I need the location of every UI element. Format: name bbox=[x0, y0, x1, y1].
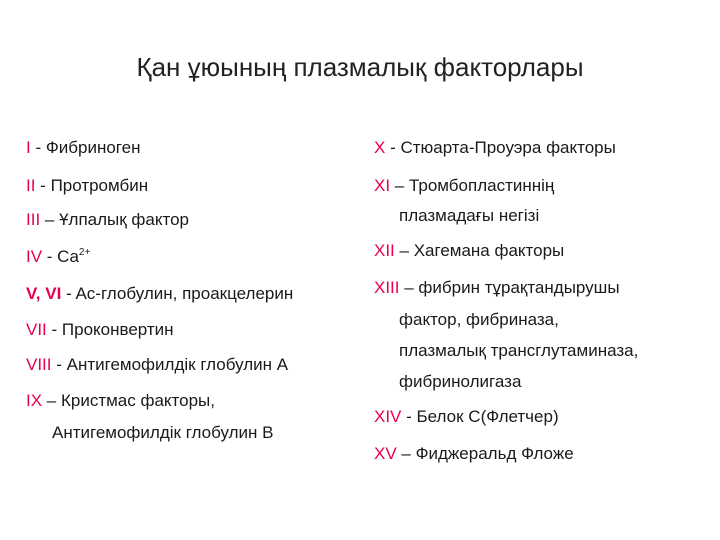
factor-numeral: XII bbox=[374, 241, 395, 260]
factor-row-i bbox=[26, 138, 140, 158]
factor-row-ii bbox=[26, 176, 148, 196]
factor-separator: – bbox=[40, 210, 60, 229]
factor-separator: – bbox=[42, 391, 61, 410]
factor-name-continued: Антигемофилдік глобулин B bbox=[52, 423, 274, 442]
factor-name: Ұлпалық фактор bbox=[59, 210, 189, 229]
factor-separator: - bbox=[46, 320, 62, 339]
factor-numeral: IX bbox=[26, 391, 43, 410]
factor-separator: – bbox=[399, 278, 419, 297]
factor-name: Антигемофилдік глобулин A bbox=[66, 355, 289, 374]
factor-row-xiii-continued-3 bbox=[399, 372, 521, 392]
factor-numeral: XIV bbox=[374, 407, 402, 426]
factor-name: Фиджеральд Фложе bbox=[415, 444, 574, 463]
factor-row-xiii-continued-2 bbox=[399, 341, 638, 361]
factor-name-continued: плазмадағы негізі bbox=[399, 206, 540, 225]
factor-name: Кристмас факторы, bbox=[60, 391, 215, 410]
factor-separator: – bbox=[390, 176, 409, 195]
factor-row-xiii bbox=[374, 278, 620, 298]
factor-row-xii bbox=[374, 241, 564, 261]
factor-name-continued: фибринолигаза bbox=[399, 372, 522, 391]
factor-numeral: IV bbox=[26, 247, 43, 266]
factor-numeral: XIII bbox=[374, 278, 400, 297]
factor-row-iv bbox=[26, 247, 90, 267]
factor-row-xiv bbox=[374, 407, 559, 427]
factor-name-continued: плазмалық трансглутаминаза, bbox=[399, 341, 639, 360]
factor-row-xi bbox=[374, 176, 554, 196]
factor-name: Ca bbox=[57, 247, 79, 266]
factor-row-vii bbox=[26, 320, 174, 340]
factor-separator: - bbox=[35, 176, 51, 195]
factor-row-xi-continued bbox=[399, 206, 539, 226]
factor-numeral: X bbox=[374, 138, 386, 157]
factor-name: Хагемана факторы bbox=[413, 241, 565, 260]
factor-row-x bbox=[374, 138, 616, 158]
factor-row-ix bbox=[26, 391, 215, 411]
factor-name-continued: фактор, фибриназа, bbox=[399, 310, 559, 329]
factor-separator: – bbox=[396, 444, 416, 463]
factor-name: Белок С(Флетчер) bbox=[416, 407, 559, 426]
factor-numeral: VIII bbox=[26, 355, 52, 374]
factor-separator: - bbox=[51, 355, 67, 374]
factor-separator: - bbox=[385, 138, 401, 157]
factor-name: Протромбин bbox=[50, 176, 149, 195]
factor-superscript: 2+ bbox=[78, 247, 91, 258]
factor-name: Стюарта-Проуэра факторы bbox=[400, 138, 616, 157]
factor-separator: - bbox=[30, 138, 46, 157]
factor-numeral: XV bbox=[374, 444, 397, 463]
factor-numeral: V, VI bbox=[26, 284, 62, 303]
factor-row-iii bbox=[26, 210, 189, 230]
factor-numeral: II bbox=[26, 176, 36, 195]
factor-numeral: VII bbox=[26, 320, 47, 339]
factor-row-viii bbox=[26, 355, 288, 375]
page-title: Қан ұюының плазмалық факторлары bbox=[136, 52, 584, 82]
factor-row-xiii-continued-1 bbox=[399, 310, 559, 330]
factor-separator: – bbox=[394, 241, 414, 260]
factor-name: Фибриноген bbox=[45, 138, 141, 157]
factor-name: Тромбопластиннің bbox=[408, 176, 555, 195]
factor-name: фибрин тұрақтандырушы bbox=[418, 278, 620, 297]
factor-numeral: I bbox=[26, 138, 31, 157]
factor-name: Ac-глобулин, проакцелерин bbox=[75, 284, 294, 303]
factor-row-ix-continued bbox=[52, 423, 273, 443]
factor-name: Проконвертин bbox=[61, 320, 174, 339]
factor-numeral: III bbox=[26, 210, 41, 229]
factor-numeral: XI bbox=[374, 176, 391, 195]
factor-separator: - bbox=[401, 407, 417, 426]
factor-row-xv bbox=[374, 444, 574, 464]
factor-separator: - bbox=[42, 247, 58, 266]
factor-separator: - bbox=[61, 284, 76, 303]
factor-row-v-vi bbox=[26, 284, 293, 304]
